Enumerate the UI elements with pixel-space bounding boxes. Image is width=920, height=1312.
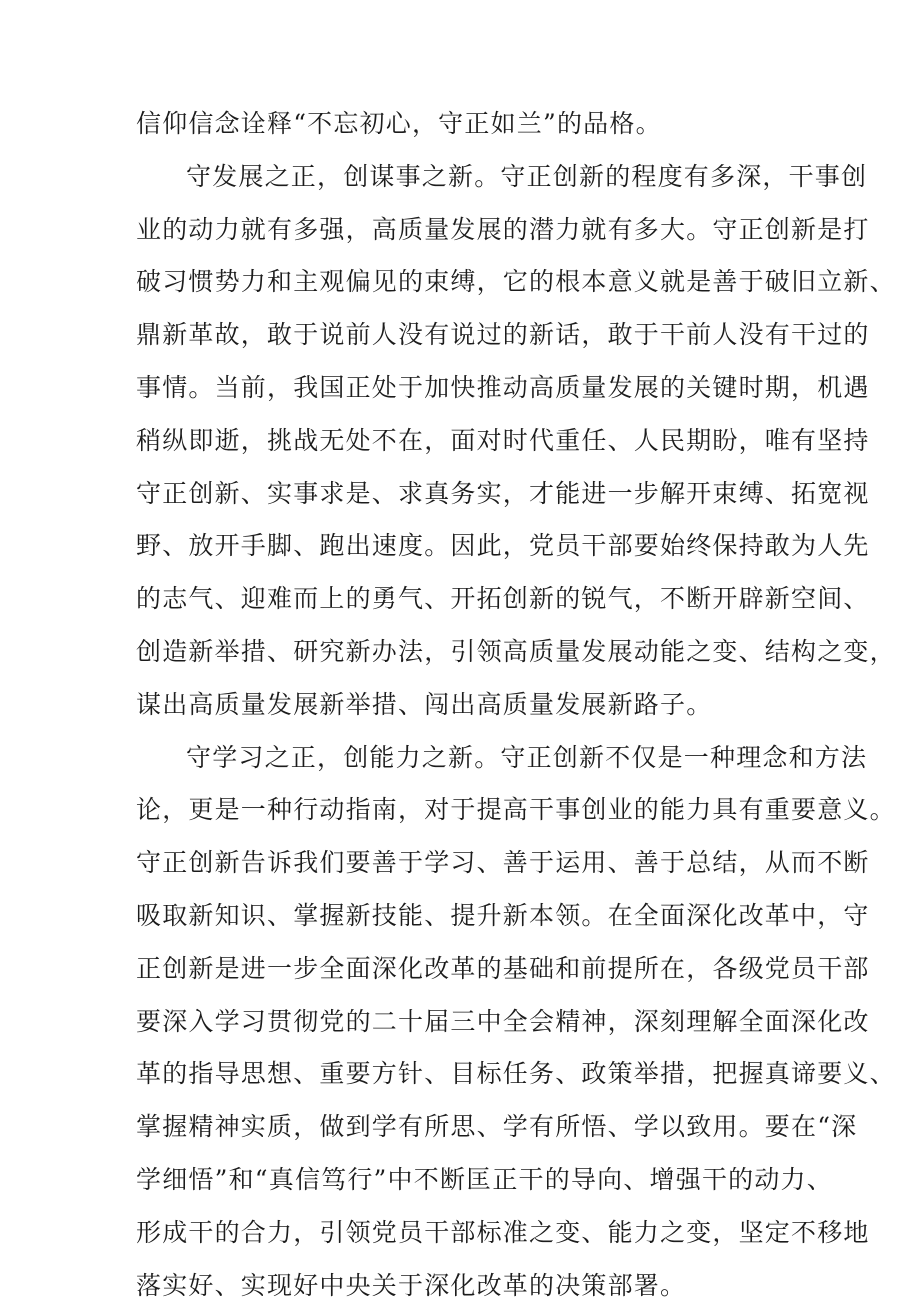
text-line: 掌握精神实质，做到学有所思、学有所悟、学以致用。要在“深 xyxy=(136,1112,858,1142)
text-line: 要深入学习贯彻党的二十届三中全会精神，深刻理解全面深化改 xyxy=(136,1006,870,1036)
text-line: 守正创新、实事求是、求真务实，才能进一步解开束缚、拓宽视 xyxy=(136,478,870,508)
text-line: 形成干的合力，引领党员干部标准之变、能力之变，坚定不移地 xyxy=(136,1217,870,1247)
text-line: 破习惯势力和主观偏见的束缚，它的根本意义就是善于破旧立新、 xyxy=(136,267,896,297)
text-line: 鼎新革故，敢于说前人没有说过的新话，敢于干前人没有干过的 xyxy=(136,320,870,350)
text-line: 业的动力就有多强，高质量发展的潜力就有多大。守正创新是打 xyxy=(136,214,870,244)
paragraph-start-line: 守发展之正，创谋事之新。守正创新的程度有多深，干事创 xyxy=(186,161,868,191)
text-line: 事情。当前，我国正处于加快推动高质量发展的关键时期，机遇 xyxy=(136,372,870,402)
text-line: 的志气、迎难而上的勇气、开拓创新的锐气，不断开辟新空间、 xyxy=(136,584,870,614)
document-body xyxy=(136,98,896,1312)
text-line: 守正创新告诉我们要善于学习、善于运用、善于总结，从而不断 xyxy=(136,848,870,878)
text-line: 野、放开手脚、跑出速度。因此，党员干部要始终保持敢为人先 xyxy=(136,531,870,561)
text-line: 革的指导思想、重要方针、目标任务、政策举措，把握真谛要义、 xyxy=(136,1059,896,1089)
text-line: 谋出高质量发展新举措、闯出高质量发展新路子。 xyxy=(136,689,713,719)
text-line: 稍纵即逝，挑战无处不在，面对时代重任、人民期盼，唯有坚持 xyxy=(136,425,870,455)
text-line: 落实好、实现好中央关于深化改革的决策部署。 xyxy=(136,1270,687,1300)
text-line: 信仰信念诠释“不忘初心，守正如兰”的品格。 xyxy=(136,109,662,138)
text-line: 学细悟”和“真信笃行”中不断匡正干的导向、增强干的动力、 xyxy=(136,1164,833,1194)
text-line: 创造新举措、研究新办法，引领高质量发展动能之变、结构之变， xyxy=(136,636,896,666)
text-line: 正创新是进一步全面深化改革的基础和前提所在，各级党员干部 xyxy=(136,953,870,983)
text-line: 论，更是一种行动指南，对于提高干事创业的能力具有重要意义。 xyxy=(136,795,896,825)
paragraph-start-line: 守学习之正，创能力之新。守正创新不仅是一种理念和方法 xyxy=(186,742,868,772)
text-line: 吸取新知识、掌握新技能、提升新本领。在全面深化改革中，守 xyxy=(136,900,870,930)
